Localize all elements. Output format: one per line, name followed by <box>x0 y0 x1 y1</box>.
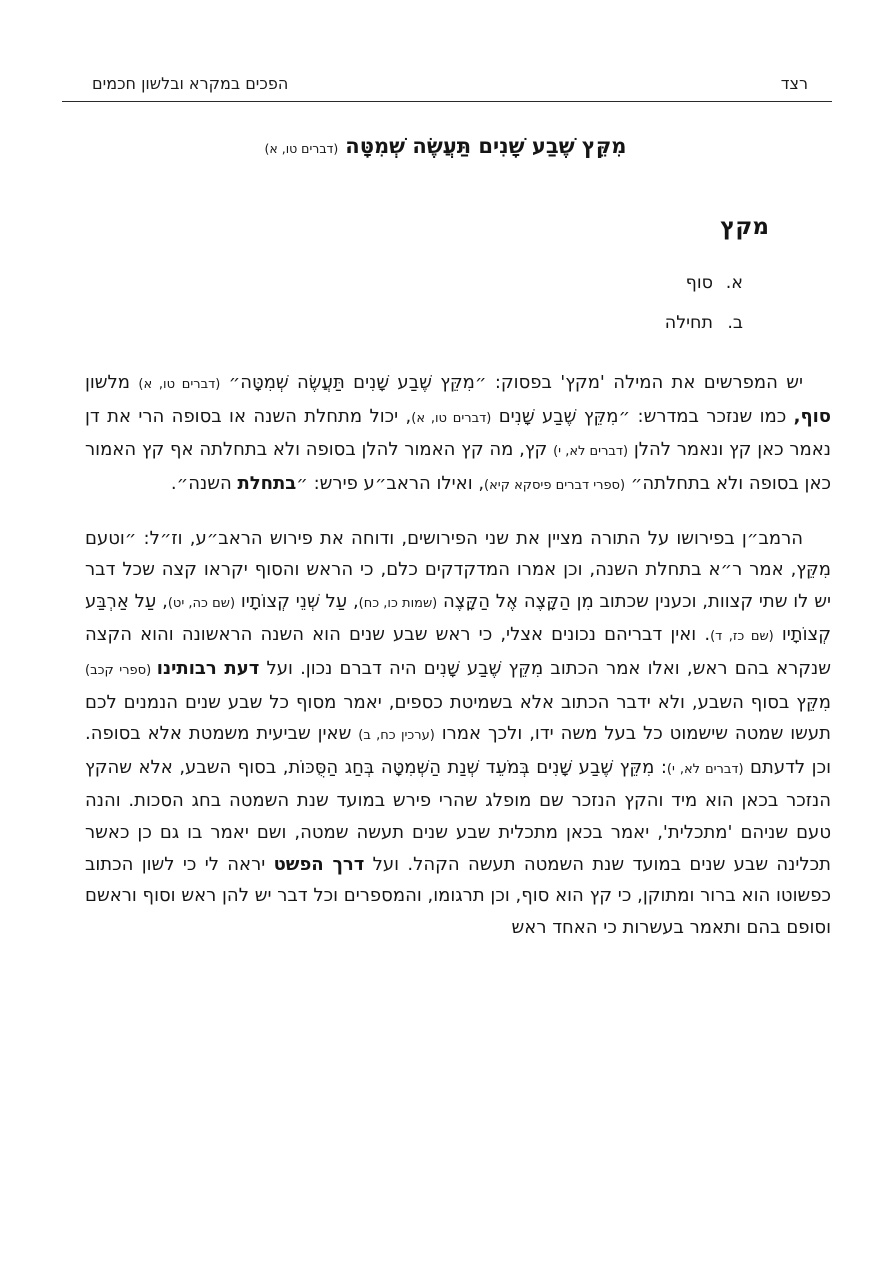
text-run: כמו שנזכר במדרש: ״מִקֵּץ שֶׁבַע שָׁנִים <box>491 405 794 427</box>
source-reference: (דברים לא, י) <box>553 444 629 460</box>
source-reference: (דברים טו, א) <box>411 410 492 426</box>
verse-text: מִקֵּץ שֶׁבַע שָׁנִים תַּעֲשֶׂה שְׁמִטָּה <box>345 134 627 158</box>
text-run: מלשון <box>85 372 139 394</box>
text-run: שאין שביעית משמטת אלא בסופה. וכן לדעתם <box>85 723 831 778</box>
meanings-list <box>0 271 743 336</box>
text-run: מִקֵּץ בסוף השבע, ולא ידבר הכתוב אלא בשמיטת כספים, יאמר מסוף כל שבע שנים הנמנים לכם תעשו שמטה שישמוט כל בעל משה ידו, ולכך אמרו <box>85 691 831 745</box>
emphasis-run: דעת רבותינו <box>156 657 260 679</box>
emphasis-run: בתחלת <box>237 472 297 494</box>
emphasis-run: סוף, <box>793 405 832 427</box>
page-number: רצד <box>780 74 808 93</box>
paragraph <box>85 523 831 944</box>
meaning-marker: ב. <box>727 313 743 334</box>
entry-headword: מקץ <box>720 213 769 240</box>
source-reference: (שם כז, ד) <box>710 629 774 645</box>
source-reference: (ספרי דברים פיסקא קיא) <box>484 477 626 493</box>
source-reference: (דברים טו, א) <box>138 377 221 393</box>
source-reference: (שם כה, יט) <box>167 595 236 611</box>
text-run: יש המפרשים את המילה 'מקץ' בפסוק: ״מִקֵּץ שֶׁבַע שָׁנִים תַּעֲשֶׂה שְׁמִטָּה״ <box>220 372 804 394</box>
meaning-item <box>0 271 743 296</box>
text-run: , עַל אַרְבַּע קְצוֹתָיו <box>85 590 831 646</box>
text-run: , יכול מתחלת השנה או בסופה הרי את דן נאמר כאן קץ ונאמר להלן <box>85 405 832 461</box>
source-reference: (שמות כו, כח) <box>358 595 438 611</box>
verse-reference: (דברים טו, א) <box>264 141 339 156</box>
source-reference: (ספרי קכב) <box>85 662 157 678</box>
meaning-label: סוף <box>685 273 713 294</box>
running-title: הפכים במקרא ובלשון חכמים <box>92 74 289 93</box>
page-header <box>62 0 832 102</box>
text-run: הרמב״ן בפירושו על התורה מציין את שני הפירושים, ודוחה את פירוש הראב״ע, וז״ל: ״וטעם מִקֵּץ, אמר ר״א בתחלת השנה, וכן אמרו המדקדקים כלם, כי הראש והסוף יקראו קצה שכל דבר יש לו שתי קצוות, וכענין שכתוב מִן הַקָּצֶה אֶל הַקָּצֶה <box>85 527 831 612</box>
text-run: יראה לי כי לשון הכתוב כפשוטו הוא ברור ומתוקן, כי קץ הוא סוף, וכן תרגומו, והמספרים וכל דבר יש להן ראש וסוף וראשם וסופם בהם ותאמר בעשרות כי האחד ראש <box>85 853 831 938</box>
text-run: , ואילו הראב״ע פירש: ״ <box>296 472 485 494</box>
chapter-verse-title <box>0 130 891 164</box>
text-run: : מִקֵּץ שֶׁבַע שָׁנִים בְּמֹעֵד שְׁנַת הַשְּׁמִטָּה בְּחַג הַסֻּכּוֹת, בסוף השבע, אלא שהקץ הנזכר בכאן הוא מיד והקץ הנזכר שם מופלג שהרי פירש במועד שנת השמטה בחג הסכות. והנה טעם שניהם 'מתכלית', יאמר בכאן מתכלית שבע שנים תעשה שמטה, ושם יאמר בו גם כן כאשר תכלינה שבע שנים במועד שנת השמטה תעשה הקהל. ועל <box>85 756 831 875</box>
meaning-marker: א. <box>725 273 743 294</box>
meaning-item <box>0 311 743 336</box>
source-reference: (דברים לא, י) <box>666 761 744 777</box>
text-run: . ואין דבריהם נכונים אצלי, כי ראש שבע שנים הוא השנה הראשונה והוא הקצה שנקרא בהם ראש, ואלו אמר הכתוב מִקֵּץ שֶׁבַע שָׁנִים היה דברם נכון. ועל <box>85 624 831 679</box>
text-run: , עַל שְׁנֵי קְצוֹתָיו <box>235 590 359 612</box>
text-run: השנה״. <box>170 472 238 494</box>
meaning-label: תחילה <box>664 313 713 334</box>
paragraph <box>85 367 831 501</box>
emphasis-run: דרך הפשט <box>273 853 365 875</box>
text-run: קץ, מה קץ האמור להלן בסופה ולא בתחלתה אף קץ האמור כאן בסופה ולא בתחלתה״ <box>85 439 831 494</box>
body-text <box>85 367 831 943</box>
source-reference: (ערכין כח, ב) <box>358 728 435 744</box>
